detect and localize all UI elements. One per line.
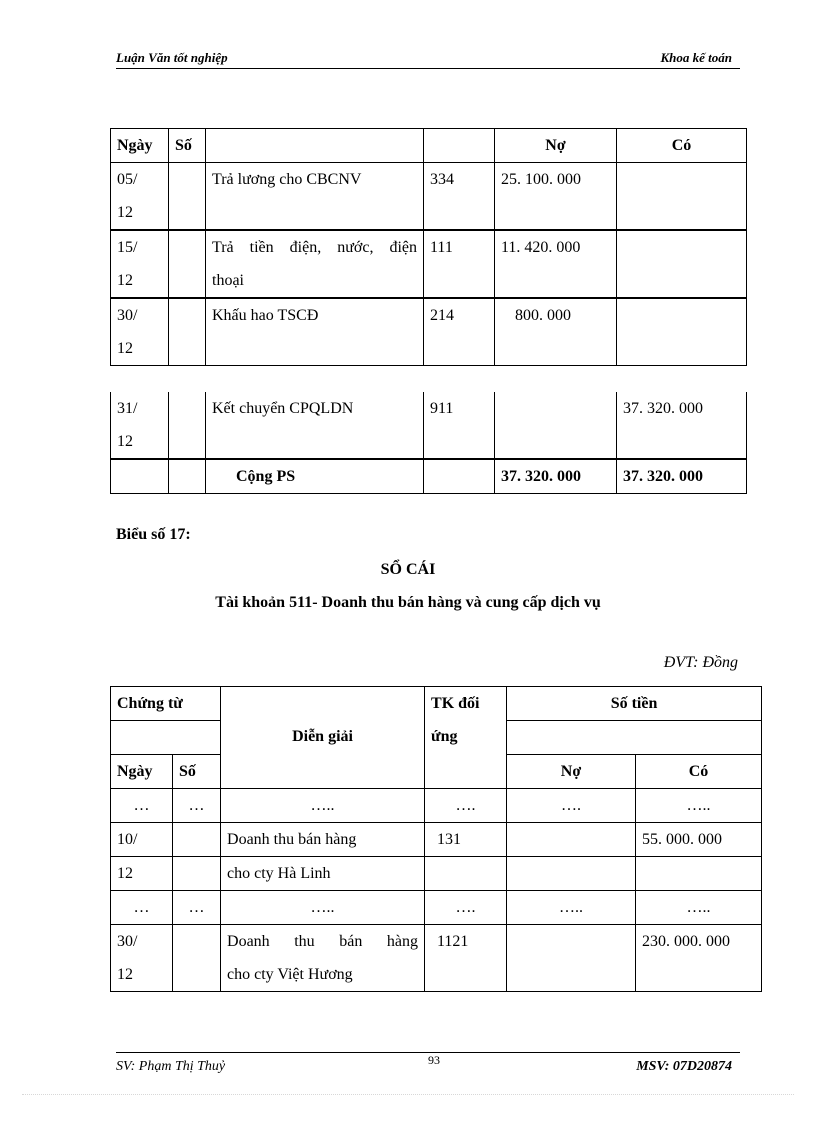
total-label: Cộng PS — [206, 459, 424, 494]
top-ledger-table — [110, 128, 747, 366]
cell-so — [169, 392, 206, 459]
cell-co: 37. 320. 000 — [617, 392, 747, 459]
cell-dien-giai: Kết chuyển CPQLDN — [206, 392, 424, 459]
cell-co — [617, 298, 747, 366]
so-cai-table — [110, 686, 762, 992]
cell-tk: 911 — [424, 392, 495, 459]
total-row — [111, 459, 747, 494]
cell-dien-giai-2: thoại — [212, 272, 244, 289]
page-number: 93 — [428, 1053, 440, 1067]
cell-ngay: 30/ — [117, 307, 138, 324]
cell-ngay: 31/ — [117, 400, 138, 417]
cell-no: 800. 000 — [495, 298, 617, 366]
total-co: 37. 320. 000 — [617, 459, 747, 494]
cell-ngay-2: 12 — [117, 272, 133, 289]
header-right: Khoa kế toán — [660, 50, 732, 65]
h-so-tien: Số tiền — [507, 687, 762, 721]
header-left: Luận Văn tốt nghiệp — [116, 50, 228, 65]
table-row — [111, 392, 747, 459]
total-no: 37. 320. 000 — [495, 459, 617, 494]
cell-no: 25. 100. 000 — [495, 163, 617, 231]
cell-co — [617, 230, 747, 298]
cell-so — [169, 163, 206, 231]
footer-student: SV: Phạm Thị Thuỷ — [116, 1059, 226, 1074]
table-row — [111, 298, 747, 366]
table-header-row — [111, 129, 747, 163]
col-tk — [424, 129, 495, 163]
cell-co — [617, 163, 747, 231]
table-header-row — [111, 687, 762, 721]
page-edge — [22, 1094, 794, 1095]
second-ledger-table — [110, 392, 747, 494]
table-row — [111, 230, 747, 298]
h-ngay: Ngày — [111, 755, 173, 789]
cell-ngay-2: 12 — [117, 340, 133, 357]
bieu-so-label: Biểu số 17: — [116, 526, 191, 543]
cell-ngay-2: 12 — [117, 433, 133, 450]
unit-label: ĐVT: Đồng — [663, 654, 738, 671]
footer-msv: MSV: 07D20874 — [636, 1059, 732, 1074]
table-row — [111, 163, 747, 231]
col-ngay: Ngày — [111, 129, 169, 163]
col-co: Có — [617, 129, 747, 163]
cell-dien-giai: Khấu hao TSCĐ — [206, 298, 424, 366]
cell-tk: 111 — [424, 230, 495, 298]
table-row: 12 cho cty Hà Linh — [111, 857, 762, 891]
h-co: Có — [636, 755, 762, 789]
h-tk-ung: ứng — [431, 728, 458, 745]
col-no: Nợ — [495, 129, 617, 163]
page-footer — [116, 1052, 740, 1083]
h-dien-giai: Diễn giải — [292, 728, 353, 745]
table-row: 30/ 12 Doanh thu bán hàng cho cty Việt Hương 1121 230. 000. 000 — [111, 925, 762, 992]
col-dien-giai — [206, 129, 424, 163]
cell-dien-giai: Trả tiền điện, nước, điện — [212, 239, 417, 256]
h-no: Nợ — [507, 755, 636, 789]
cell-tk: 214 — [424, 298, 495, 366]
cell-tk: 334 — [424, 163, 495, 231]
table-row: … … ….. …. ….. ….. — [111, 891, 762, 925]
cell-dien-giai: Trả lương cho CBCNV — [206, 163, 424, 231]
page-header — [116, 48, 740, 69]
so-cai-title: SỔ CÁI — [380, 561, 436, 578]
account-title: Tài khoản 511- Doanh thu bán hàng và cung cấp dịch vụ — [215, 594, 601, 611]
table-row: … … ….. …. …. ….. — [111, 789, 762, 823]
table-row: 10/ Doanh thu bán hàng 131 55. 000. 000 — [111, 823, 762, 857]
cell-ngay-2: 12 — [117, 204, 133, 221]
cell-no: 11. 420. 000 — [495, 230, 617, 298]
cell-so — [169, 298, 206, 366]
h-chung-tu: Chứng từ — [111, 687, 221, 721]
cell-ngay: 05/ — [117, 171, 138, 188]
col-so: Số — [169, 129, 206, 163]
cell-ngay: 15/ — [117, 239, 138, 256]
cell-no — [495, 392, 617, 459]
cell-so — [169, 230, 206, 298]
h-tk-doi: TK đối — [431, 695, 480, 712]
h-so: Số — [173, 755, 221, 789]
